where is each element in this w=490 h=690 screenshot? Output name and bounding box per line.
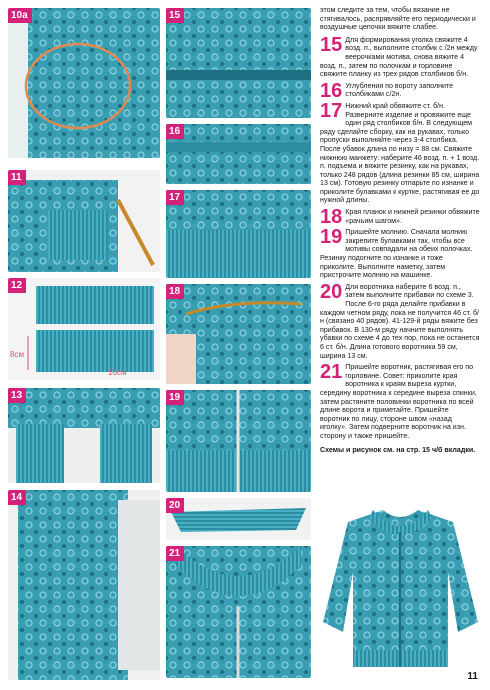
finished-jacket-photo (318, 502, 483, 672)
step-number: 20 (320, 280, 343, 303)
photo-10a (8, 8, 160, 158)
step-badge: 10а (8, 8, 32, 23)
photo-13 (8, 388, 160, 483)
step-badge: 19 (166, 390, 184, 405)
step-text: Для воротника наберите 6 возд. п., затем выполните прибавки по схеме 3. После 6-го ряда делайте прибавки в каждом четном ряду, пока не получится 46 ст. б/н (связано 40 рядов). 41-129-й ряды вяжите без прибавок. В 130-м ряду начните выполнять убавки по схеме 4 до тех пор, пока не останется 6 ст. б/н. Длина готового воротника 59 см, ширина 13 см. (320, 282, 480, 360)
photo-18 (166, 284, 311, 384)
instruction-step (320, 79, 480, 102)
step-number: 16 (320, 79, 343, 102)
instruction-step (320, 33, 480, 79)
step-badge: 13 (8, 388, 26, 403)
step-badge: 15 (166, 8, 184, 23)
step-number: 18 (320, 206, 343, 229)
photo-11 (8, 170, 160, 272)
measure-label: 8см (10, 350, 24, 359)
step-text: Нижний край обвяжите ст. б/н. Разверните изделие и провяжите еще один ряд столбиков б/н. В следующем ряду сделайте сборку, как на рукавах, только пропуски выполняйте через 3-4 столбика. После убавок длина по низу = 88 см. Свяжите нижнюю манжету: наберите 46 возд. п. + 1 возд. п. подъема и вяжите резинку, как на рукавах, только 248 рядов (длина резинки 85 см, ширина 13 см). Готовую резинку отпарьте по изнанке и приколите булавками к куртке, растягивая ее до нужной длины. (320, 101, 480, 205)
step-number: 19 (320, 226, 343, 249)
step-number: 21 (320, 361, 343, 384)
instruction-step (320, 228, 480, 280)
step-badge: 17 (166, 190, 184, 205)
instructions-column (320, 6, 480, 461)
photo-14 (8, 490, 160, 680)
instruction-step (320, 363, 480, 440)
step-text: Пришейте воротник, растягивая его по горловине. Совет: приколите края воротника к краям выреза куртки, середину воротника к середине выреза спинки, затем растяните половинки воротника по всей длине ворота и приметайте. Пришейте воротник по лицу, стороне швом «назад иголку». Затем подверните воротник на изн. сторону и также пришейте. (320, 363, 477, 440)
step-badge: 11 (8, 170, 26, 185)
step-badge: 21 (166, 546, 184, 561)
step-badge: 14 (8, 490, 26, 505)
step-text: Края планок и нижней резинки обвяжите «рачьим шагом». (345, 208, 480, 225)
footer-note: Схемы и рисунок см. на стр. 15 ч/б вкладки. (320, 445, 476, 454)
step-text: Углубления по вороту заполните столбиками с/2н. (345, 81, 454, 99)
step-badge: 12 (8, 278, 26, 293)
step-text: Пришейте молнию. Сначала молнию закрепите булавками так, чтобы все мотивы совпадали на обеих полочках. Резинку подогните по изнанке и тоже приколите. Выполните наметку, затем пристрочите молнию на машинке. (320, 228, 473, 280)
step-badge: 16 (166, 124, 184, 139)
step-number: 17 (320, 99, 343, 122)
instruction-step (320, 206, 480, 229)
photo-20 (166, 498, 311, 540)
instruction-step (320, 99, 480, 205)
intro-text: этом следите за тем, чтобы вязание не стягивалось, распрявляйте его периодически и воздушные цепочки вяжите слабее. (320, 6, 476, 32)
step-badge: 20 (166, 498, 184, 513)
step-badge: 18 (166, 284, 184, 299)
photo-12 (8, 278, 160, 380)
photo-21 (166, 546, 311, 678)
instruction-step (320, 280, 480, 360)
page-number: 11 (467, 671, 478, 682)
step-number: 15 (320, 33, 343, 56)
measure-label: 16см (108, 368, 127, 377)
photo-19 (166, 390, 311, 492)
step-text: Для формирования уголка свяжите 4 возд. п., выполните столбик с /2н между веерочками мотива, снова вяжите 4 возд. п., затем по полочкам и горловине свяжите планку из трех рядов столбиков б/н. (320, 35, 478, 79)
photo-15 (166, 8, 311, 118)
photo-17 (166, 190, 311, 278)
photo-16 (166, 124, 311, 184)
